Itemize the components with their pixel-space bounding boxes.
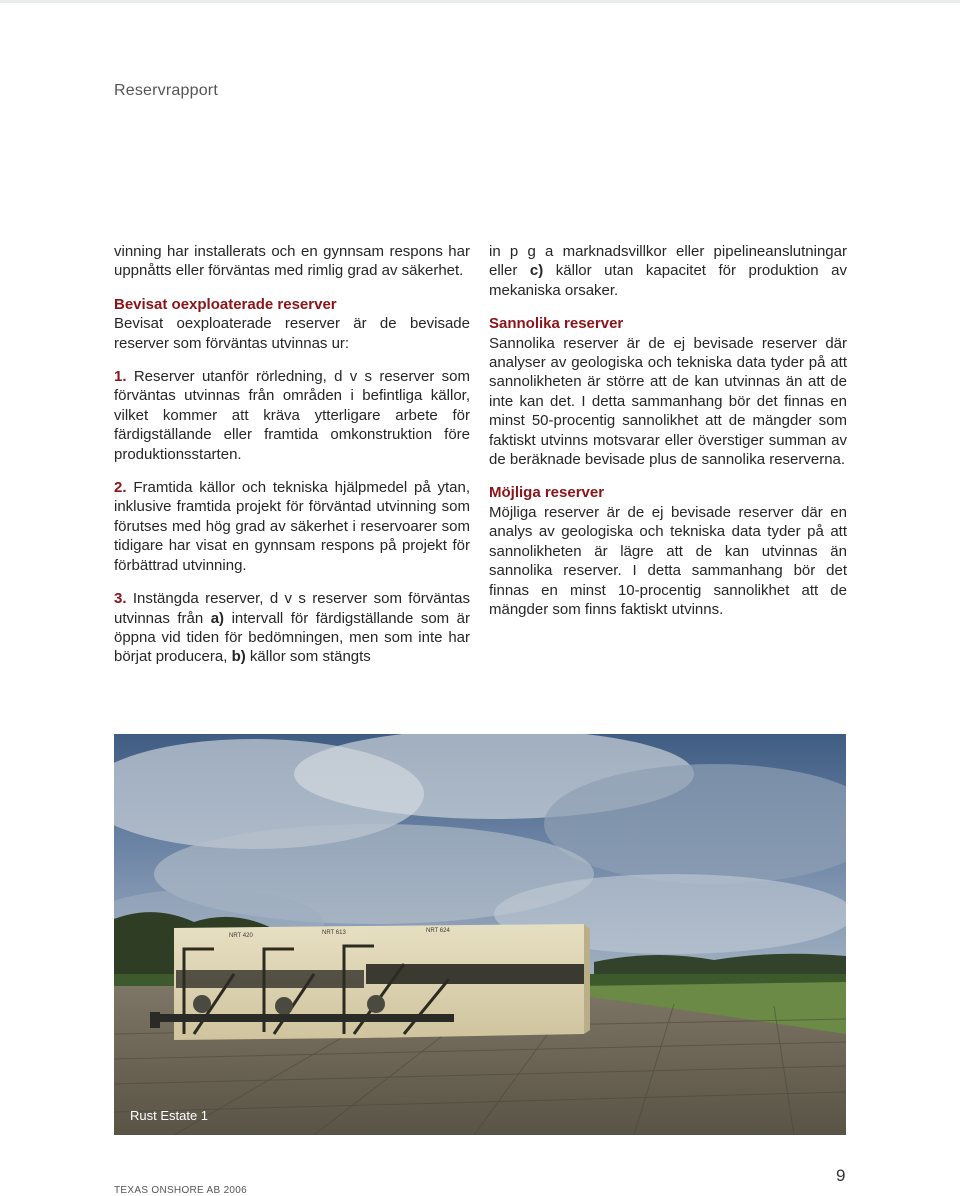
- section-heading: Bevisat oexploaterade reserver: [114, 295, 337, 313]
- right-column: [489, 242, 847, 633]
- section-heading: Sannolika reserver: [489, 315, 624, 333]
- continuation-text: in p g a marknadsvillkor eller pipelineanslutningar eller: [489, 243, 847, 280]
- section-probable-reserves: [489, 314, 847, 469]
- footer-company: TEXAS ONSHORE AB 2006: [114, 1185, 248, 1196]
- item-number: 1.: [114, 368, 127, 386]
- continuation-paragraph: [489, 242, 847, 300]
- list-item-1: [114, 367, 470, 464]
- item-marker-c: c): [529, 262, 544, 280]
- item-text: Reserver utanför rörledning, d v s reserver som förväntas utvinnas från områden i befintliga källor, vilket kommer att kräva ytterligare arbete för färdigställande eller framtida omkonstruktion före produktionsstarten.: [114, 368, 470, 463]
- section-body: Möjliga reserver är de ej bevisade reserver där en analys av geologiska och tekniska data tyder på att sannolikheten är lägre att de kan utvinnas än sannolika reserver. I detta sammanhang bör det finnas en minst 10-procentig sannolikhet att de mängder som finns faktiskt utvinns.: [489, 503, 847, 618]
- item-marker-a: a): [210, 609, 225, 627]
- oilfield-photo: [114, 734, 846, 1135]
- item-text: Instängda reserver, d v s reserver som förväntas utvinnas från: [114, 590, 470, 627]
- section-heading: Möjliga reserver: [489, 484, 605, 502]
- item-marker-b: b): [231, 648, 246, 666]
- left-column: [114, 242, 470, 667]
- page-header: Reservrapport: [114, 82, 218, 99]
- item-text: intervall för färdigställande som är öppna vid tiden för bedömningen, men som inte har börjat producera,: [114, 609, 470, 666]
- list-item-3: [114, 589, 470, 667]
- continuation-text: källor utan kapacitet för produktion av mekaniska orsaker.: [489, 262, 847, 299]
- item-text: källor som stängts: [249, 648, 371, 666]
- section-possible-reserves: [489, 483, 847, 619]
- photo-illustration: [114, 734, 846, 1135]
- item-number: 3.: [114, 590, 127, 608]
- intro-paragraph: vinning har installerats och en gynnsam respons har uppnåtts eller förväntas med rimlig grad av säkerhet.: [114, 243, 470, 280]
- tank-label: NRT 613: [322, 930, 346, 936]
- list-item-2: [114, 478, 470, 575]
- tank-label: NRT 420: [229, 933, 253, 939]
- page-number: 9: [836, 1166, 846, 1185]
- photo-caption: Rust Estate 1: [130, 1108, 209, 1123]
- item-text: Framtida källor och tekniska hjälpmedel på ytan, inklusive framtida projekt för förväntad utvinning som förutses med hög grad av säkerhet i reservoarer som tidigare har visat en gynnsam respons på projekt för förbättrad utvinning.: [114, 479, 471, 574]
- top-rule: [0, 0, 960, 3]
- section-body: Sannolika reserver är de ej bevisade reserver där analyser av geologiska och tekniska data tyder på att sannolikheten är större att de kan utvinnas än att de inte kan det. I detta sammanhang bör det finnas en minst 50-procentig sannolikhet att de mängder som faktiskt utvinns motsvarar eller överstiger summan av de beräknade bevisade plus de sannolika reserverna.: [489, 334, 847, 469]
- item-number: 2.: [114, 479, 127, 497]
- section-proved-undeveloped: [114, 295, 470, 353]
- tank-label: NRT 624: [426, 928, 450, 934]
- section-body: Bevisat oexploaterade reserver är de bevisade reserver som förväntas utvinnas ur:: [114, 315, 470, 352]
